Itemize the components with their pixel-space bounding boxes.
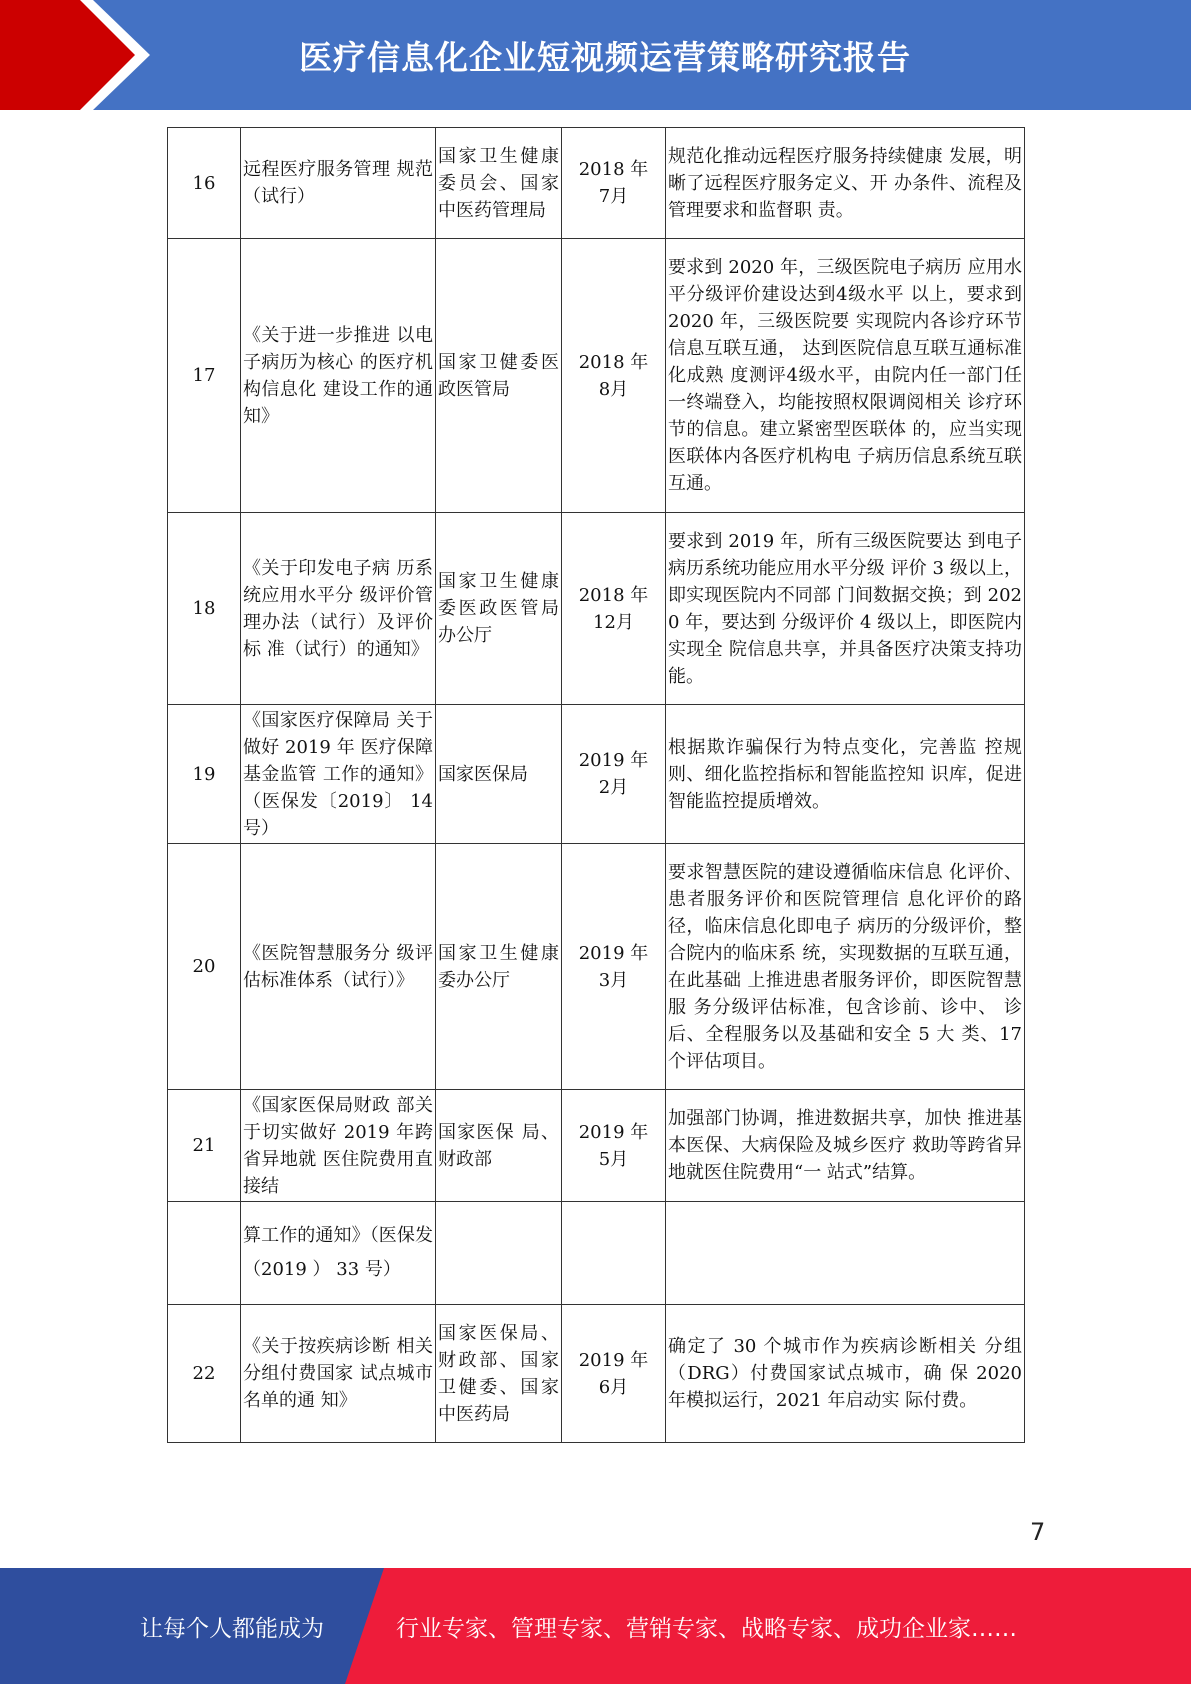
footer-slogan-right: 行业专家、管理专家、营销专家、战略专家、成功企业家…… [396, 1615, 1017, 1642]
table-row [168, 1202, 1025, 1305]
row-number: 19 [168, 705, 241, 844]
issue-date [562, 239, 666, 513]
row-number: 16 [168, 128, 241, 239]
issue-year: 2019 年 [578, 942, 649, 964]
row-number: 21 [168, 1090, 241, 1202]
row-number: 20 [168, 844, 241, 1090]
policy-content: 确定了 30 个城市作为疾病诊断相关 分组（DRG）付费国家试点城市，确 保 2020 年模拟运行，2021 年启动实 际付费。 [666, 1305, 1025, 1443]
row-number: 22 [168, 1305, 241, 1443]
issuing-department: 国家卫生健康委员会、国家中医药管理局 [436, 128, 562, 239]
issue-date [562, 1202, 666, 1305]
policy-content: 要求到 2019 年，所有三级医院要达 到电子病历系统功能应用水平分级 评价 3 级以上，即实现医院内不同部 门间数据交换；到 2020 年，要达到 分级评价 4 级以上，即医院内实现全 院信息共享，并具备医疗决策支持功 能。 [666, 513, 1025, 705]
policy-content [666, 1202, 1025, 1305]
issuing-department: 国家卫健委医政医管局 [436, 239, 562, 513]
issuing-department [436, 1202, 562, 1305]
issue-month: 3月 [598, 969, 629, 991]
table-row [168, 128, 1025, 239]
issuing-department: 国家医保 局、财政部 [436, 1090, 562, 1202]
policy-name: 《关于按疾病诊断 相关分组付费国家 试点城市名单的通 知》 [241, 1305, 436, 1443]
issue-date [562, 705, 666, 844]
issue-month: 8月 [598, 378, 629, 400]
issue-year: 2019 年 [578, 1121, 649, 1143]
policy-content: 要求智慧医院的建设遵循临床信息 化评价、患者服务评价和医院管理信 息化评价的路径，临床信息化即电子 病历的分级评价，整合院内的临床系 统，实现数据的互联互通，在此基础 上推进患者服务评价，即医院智慧服 务分级评估标准，包含诊前、诊中、 诊后、全程服务以及基础和安全 5 大 类、17 个评估项目。 [666, 844, 1025, 1090]
issue-month: 7月 [598, 186, 629, 207]
policy-content: 加强部门协调，推进数据共享，加快 推进基本医保、大病保险及城乡医疗 救助等跨省异地就医住院费用“一 站式”结算。 [666, 1090, 1025, 1202]
page-header [0, 0, 1191, 110]
page-footer [0, 1568, 1191, 1684]
issue-year: 2019 年 [578, 750, 649, 771]
issue-month: 12月 [593, 611, 634, 633]
table-row [168, 705, 1025, 844]
row-number [168, 1202, 241, 1305]
issuing-department: 国家医保局、财政部、国家卫健委、国家中医药局 [436, 1305, 562, 1443]
policy-content: 根据欺诈骗保行为特点变化，完善监 控规则、细化监控指标和智能监控知 识库，促进智能监控提质增效。 [666, 705, 1025, 844]
row-number: 18 [168, 513, 241, 705]
issue-date [562, 513, 666, 705]
issuing-department: 国家医保局 [436, 705, 562, 844]
policy-name: 《国家医疗保障局 关于做好 2019 年 医疗保障基金监管 工作的通知》（医保发〔2019〕 14 号） [241, 705, 436, 844]
policy-table [167, 127, 1025, 1443]
issuing-department: 国家卫生健康委医政医管局办公厅 [436, 513, 562, 705]
issue-year: 2018 年 [578, 351, 649, 373]
issue-year: 2018 年 [578, 584, 649, 606]
table-row [168, 844, 1025, 1090]
policy-content: 要求到 2020 年，三级医院电子病历 应用水平分级评价建设达到4级水平 以上，要求到 2020 年，三级医院要 实现院内各诊疗环节信息互联互通， 达到医院信息互联互通标准化成熟 度测评4级水平，由院内任一部门任 一终端登入，均能按照权限调阅相关 诊疗环节的信息。建立紧密型医联体 的，应当实现医联体内各医疗机构电 子病历信息系统互联互通。 [666, 239, 1025, 513]
policy-name: 《关于进一步推进 以电子病历为核心 的医疗机构信息化 建设工作的通知》 [241, 239, 436, 513]
table-row [168, 513, 1025, 705]
policy-name: 算工作的通知》（医保发（2019 ） 33 号） [241, 1202, 436, 1305]
table-row [168, 239, 1025, 513]
issuing-department: 国家卫生健康委办公厅 [436, 844, 562, 1090]
issue-month: 2月 [598, 777, 629, 798]
issue-date [562, 128, 666, 239]
issue-date [562, 1090, 666, 1202]
issue-year: 2019 年 [578, 1349, 649, 1371]
issue-date [562, 1305, 666, 1443]
policy-name: 《关于印发电子病 历系统应用水平分 级评价管理办法（试行）及评价标 准（试行）的通知》 [241, 513, 436, 705]
header-arrow-decoration [0, 0, 150, 110]
issue-year: 2018 年 [578, 159, 649, 180]
table-row [168, 1305, 1025, 1443]
policy-content: 规范化推动远程医疗服务持续健康 发展，明晰了远程医疗服务定义、开 办条件、流程及管理要求和监督职 责。 [666, 128, 1025, 239]
row-number: 17 [168, 239, 241, 513]
issue-month: 5月 [598, 1148, 629, 1170]
issue-month: 6月 [598, 1376, 629, 1398]
table-row [168, 1090, 1025, 1202]
policy-name: 《医院智慧服务分 级评估标准体系（试行）》 [241, 844, 436, 1090]
policy-name: 《国家医保局财政 部关于切实做好 2019 年跨省异地就 医住院费用直接结 [241, 1090, 436, 1202]
report-title: 医疗信息化企业短视频运营策略研究报告 [299, 37, 911, 77]
footer-slogan-left: 让每个人都能成为 [140, 1615, 324, 1642]
page-number: 7 [1030, 1518, 1046, 1546]
issue-date [562, 844, 666, 1090]
policy-name: 远程医疗服务管理 规范（试行） [241, 128, 436, 239]
